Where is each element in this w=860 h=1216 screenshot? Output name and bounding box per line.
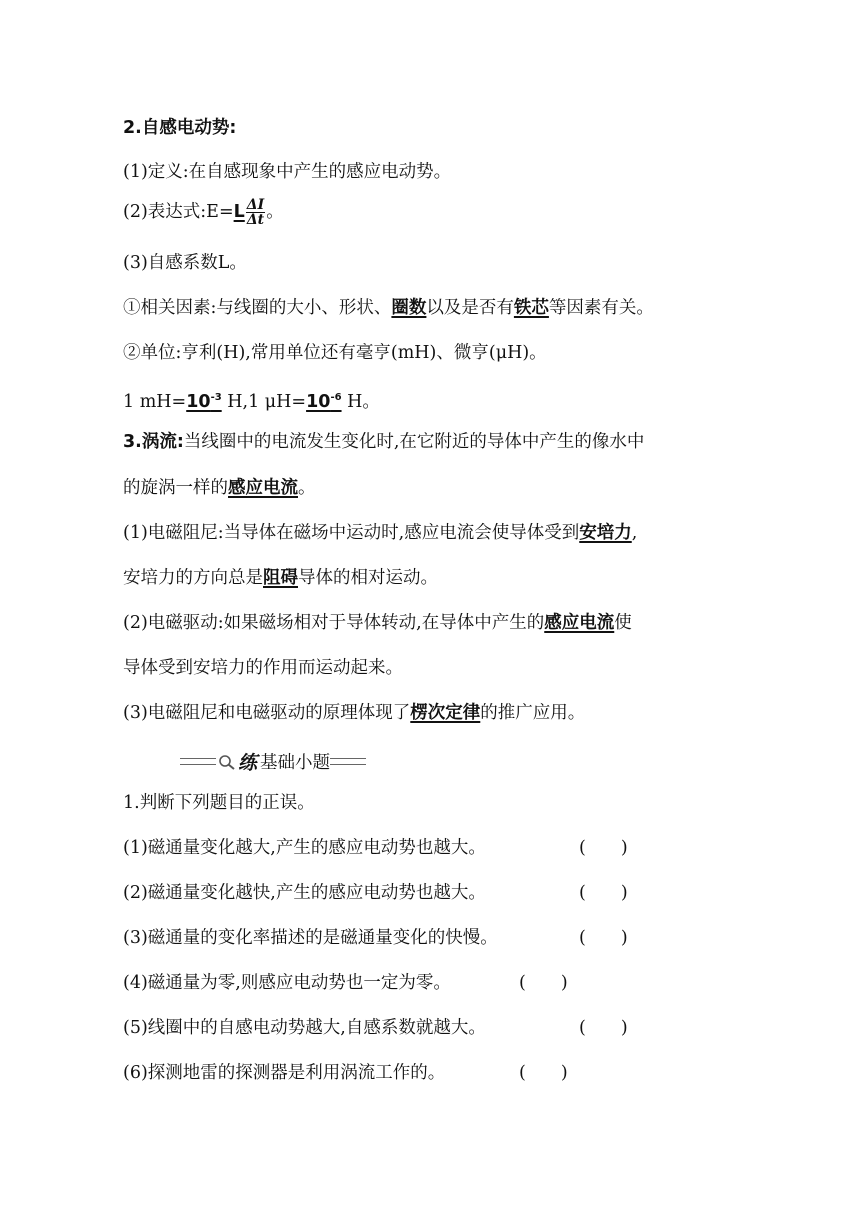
- unit-line: ②单位:亨利(H),常用单位还有毫亨(mH)、微亨(μH)。: [123, 343, 547, 363]
- drive-line-2: 导体受到安培力的作用而运动起来。: [123, 658, 403, 678]
- principle-text-2: 的推广应用。: [480, 703, 586, 723]
- factors-text: ①相关因素:与线圈的大小、形状、: [123, 298, 392, 318]
- item-text: (1)磁通量变化越大,产生的感应电动势也越大。: [123, 838, 486, 858]
- drive-text-2: 使: [614, 613, 632, 633]
- blank-ampere-force: 安培力: [579, 523, 632, 543]
- blank-turns: 圈数: [391, 298, 427, 318]
- fraction-numerator: ΔI: [246, 197, 265, 213]
- judgment-item: [123, 1016, 628, 1040]
- practice-title: 基础小题: [260, 753, 331, 773]
- question-1: 1.判断下列题目的正误。: [123, 793, 315, 813]
- judgment-item: [123, 926, 628, 950]
- conversion-text-2: H,1 μH=: [221, 392, 307, 412]
- milli-exponent: -3: [210, 392, 222, 403]
- definition-line: (1)定义:在自感现象中产生的感应电动势。: [123, 162, 452, 182]
- micro-base: 10: [306, 392, 331, 412]
- eddy-line-1: [123, 430, 644, 454]
- blank-micro-power: [306, 392, 341, 412]
- answer-bracket[interactable]: ( ): [579, 838, 628, 858]
- blank-induced-current: 感应电流: [228, 478, 298, 498]
- expression-L: L: [233, 202, 245, 222]
- factors-text-2: 以及是否有: [426, 298, 514, 318]
- item-text: (3)磁通量的变化率描述的是磁通量变化的快慢。: [123, 928, 498, 948]
- divider-line-left: [180, 758, 216, 765]
- damping-text-3: 导体的相对运动。: [298, 568, 438, 588]
- eddy-text: 当线圈中的电流发生变化时,在它附近的导体中产生的像水中: [183, 432, 645, 452]
- drive-text: (2)电磁驱动:如果磁场相对于导体转动,在导体中产生的: [123, 613, 545, 633]
- section-2-title: 2.自感电动势:: [123, 118, 237, 138]
- eddy-line-2: [123, 476, 316, 500]
- eddy-text-2: 的旋涡一样的: [123, 478, 228, 498]
- conversion-line: [123, 386, 380, 414]
- coefficient-line: (3)自感系数L。: [123, 253, 247, 273]
- judgment-item: [123, 1061, 568, 1085]
- conversion-text-3: H。: [341, 392, 380, 412]
- blank-iron-core: 铁芯: [513, 298, 549, 318]
- item-text: (2)磁通量变化越快,产生的感应电动势也越大。: [123, 883, 486, 903]
- damping-text: (1)电磁阻尼:当导体在磁场中运动时,感应电流会使导体受到: [123, 523, 580, 543]
- magnifier-icon: [218, 754, 236, 770]
- factors-text-3: 等因素有关。: [548, 298, 654, 318]
- milli-base: 10: [186, 392, 211, 412]
- practice-header: [180, 748, 366, 775]
- expression-line: [123, 198, 284, 227]
- damping-text-2: 安培力的方向总是: [123, 568, 263, 588]
- expression-suffix: 。: [266, 202, 284, 222]
- factors-line: [123, 296, 654, 320]
- item-text: (4)磁通量为零,则感应电动势也一定为零。: [123, 973, 451, 993]
- blank-milli-power: [186, 392, 221, 412]
- item-text: (5)线圈中的自感电动势越大,自感系数就越大。: [123, 1018, 486, 1038]
- divider-line-right: [330, 758, 366, 765]
- blank-induced-current-2: 感应电流: [544, 613, 615, 633]
- conversion-text: 1 mH=: [123, 392, 187, 412]
- blank-oppose: 阻碍: [263, 568, 298, 588]
- delta-fraction: [246, 198, 265, 227]
- eddy-text-3: 。: [298, 478, 316, 498]
- answer-bracket[interactable]: ( ): [579, 1018, 628, 1038]
- principle-line: [123, 701, 585, 725]
- answer-bracket[interactable]: ( ): [519, 1063, 568, 1083]
- judgment-item: [123, 836, 628, 860]
- damping-line-1: [123, 521, 637, 545]
- blank-lenz-law: 楞次定律: [410, 703, 481, 723]
- answer-bracket[interactable]: ( ): [519, 973, 568, 993]
- judgment-item: [123, 971, 568, 995]
- expression-prefix: (2)表达式:E=: [123, 202, 234, 222]
- practice-badge: 练: [238, 752, 258, 774]
- damping-comma: ,: [631, 523, 638, 543]
- drive-line-1: [123, 611, 632, 635]
- section-3-title: 3.涡流:: [123, 432, 184, 452]
- item-text: (6)探测地雷的探测器是利用涡流工作的。: [123, 1063, 446, 1083]
- micro-exponent: -6: [330, 392, 342, 403]
- judgment-item: [123, 881, 628, 905]
- answer-bracket[interactable]: ( ): [579, 883, 628, 903]
- damping-line-2: [123, 566, 438, 590]
- answer-bracket[interactable]: ( ): [579, 928, 628, 948]
- fraction-denominator: Δt: [246, 212, 265, 228]
- principle-text: (3)电磁阻尼和电磁驱动的原理体现了: [123, 703, 411, 723]
